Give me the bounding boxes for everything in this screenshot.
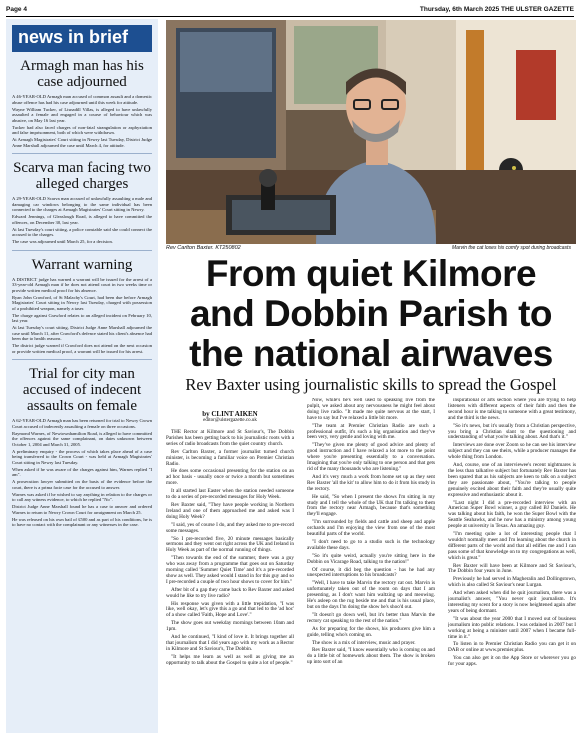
brief-paragraph: The charge against Crawford relates to an alleged incident on February 10, last year. [12, 312, 152, 323]
article-paragraph: "It doesn't go down well, but it's better than Marvin the rectory cat speaking to the rest of the nation." [307, 611, 435, 624]
brief-paragraph: Raymond Warnes, of Newtownhamilton Road, is alleged to have committed the offences against the same complainant, on dates unknown between October 1, 2004 and March 31, 2005. [12, 430, 153, 447]
byline-email: editor@ulstergazette.co.uk [203, 418, 257, 423]
brief-paragraph: A prosecution lawyer submitted on the basis of the evidence before the court, there is a prima facie case for the accused to answer. [12, 479, 152, 490]
brief-headline: Trial for city man accused of indecent assaults on female [22, 366, 142, 414]
article-paragraph: The show is a mix of interview, music and prayer. [312, 639, 416, 646]
article-paragraph: "I'm meeting quite a lot of interesting people that I wouldn't normally meet and I'm learning about the church in different parts of the world and that all edifies me and I can pass some of that knowledge on to my congregations as well, which is great." [448, 531, 576, 561]
article-paragraph: "So I pre-recorded five, 20 minute messages basically sermons and they went out right across the UK and Ireland in Holy Week as part of the normal running of things. [166, 535, 294, 554]
article-paragraph: "I said, yes of course I do, and they asked me to pre-record some messages. [166, 521, 294, 534]
article-paragraph: "I'm surrounded by fields and cattle and sheep and apple orchards and I'm enjoying the view from one of the most beautiful parts of the world. [307, 519, 435, 538]
article-paragraph: You can also get it on the App Store or wherever you go for your apps. [448, 655, 576, 668]
article-paragraph: "It helps me learn as well as well as giving me an opportunity to talk about the Gospel to quite a lot of people." [166, 653, 294, 666]
headline-line: and Dobbin Parish to [189, 293, 553, 334]
article-paragraph: It all started last Easter when the station needed someone to do a series of pre-recorded messages for Holy Week. [166, 488, 294, 501]
brief-divider [12, 359, 152, 360]
article-paragraph: "Then towards the end of the summer, there was a guy who was away from a programme that goes out on Saturday morning called 'Summer Quiet Time' and it's a pre-recorded show as well. They asked would I stand in for this guy and so I pre-recorded a couple of two hour shows to cover for him." [166, 555, 294, 585]
article-paragraph: He does some occasional presenting for the station on an ad hoc basis - usually once or twice a month but sometimes more. [166, 468, 294, 487]
article-paragraph: And it's very much a work from home set up as they sent Rev Baxter 'all the kit' to allow him to do it from his study in the rectory. [307, 473, 435, 492]
article-paragraph: To listen in to Premier Christian Radio you can get it on DAB or online at www.premier.plus. [448, 641, 576, 654]
article-paragraph: "I don't need to go to a studio such is the technology available these days. [307, 538, 435, 551]
article-column-1 [166, 398, 294, 734]
brief-paragraph: A 29-YEAR-OLD Scarva man accused of unlawfully assaulting a male and damaging car windows belonging to the same individual has been connected to the charges at Armagh Magistrates' Court sitting in Newry. [12, 196, 152, 212]
brief-paragraph: The case was adjourned until March 25, for a decision. [12, 239, 113, 244]
page-folio [6, 4, 574, 16]
cat-caption: Marvin the cat loses his comfy spot during broadcasts [452, 245, 571, 251]
brief-paragraph: The district judge warned if Crawford does not attend on the next occasion or provide written medical proof, a warrant will be issued for his arrest. [12, 343, 152, 354]
brief-divider [12, 250, 152, 251]
article-paragraph: "They've given me plenty of good advice and plenty of good instruction and I have relaxed a lot more to the point where you're presenting essentially to a conversation. Imagining that you're only talking to one person and that gets rid of the many thousands who are listening." [307, 442, 435, 472]
article-paragraph: "Last night I did a pre-recorded interview with an American Super Bowl winner, a guy called BJ Daniels. He was talking about his faith, he won the Super Bowl with the Seattle Seahawks, and he now has a ministry among young people at university in Texas. An amazing guy. [448, 499, 576, 530]
article-paragraph: Interviews are done over Zoom so he can see his interview subject and they can see theirs, while a producer manages the whole thing from London. [448, 442, 576, 461]
article-paragraph: Now, while's he's well used to speaking live from the pulpit, we asked about any nervousness he might feel about doing live radio. "It made me quite nervous at the start, I have to say but I've relaxed a little bit more. [307, 398, 435, 421]
brief-paragraph: At last Tuesday's court sitting, a police constable said she could connect the accused to the charges. [12, 226, 152, 237]
article-paragraph: He said, "So when I present the shows I'm sitting in my study and I tell the whole of the UK that I'm talking to them from the rectory near Armagh, because that's something they'll engage. [307, 493, 435, 518]
byline: by CLINT AIKEN [202, 410, 258, 418]
brief-paragraph: Tucker had also faced charges of non-fatal strangulation or asphyxiation and false imprisonment, both of which were withdrawn. [12, 124, 152, 135]
article-paragraph: And when asked when did he quit journalism, there was a journalist's answer, "You never quit journalism. It's interesting my scent for a story is now heightened again after years of being dormant. [448, 590, 576, 614]
article-paragraph: After bit of a gap they came back to Rev Baxter and asked would he like to try live radio? [166, 586, 294, 599]
brief-divider [12, 153, 152, 154]
brief-item [6, 257, 158, 355]
brief-paragraph: A 62-YEAR-OLD Armagh man has been returned for trial to Newry Crown Court accused of indecently assaulting a female on three occasions. [12, 418, 152, 429]
brief-headline: Scarva man facing two alleged charges [13, 160, 151, 192]
article-paragraph: And he continued, "I kind of love it. It brings together all that journalism that I did years ago with my work as a Rector in Kilmore and St Saviour's, The Dobbin. [166, 634, 294, 652]
brief-item [6, 58, 158, 148]
brief-item [6, 160, 158, 245]
article-paragraph: Rev Carlton Baxter, a former journalist turned church minister, is becoming a familiar voice on Premier Christian Radio. [166, 448, 294, 467]
brief-paragraph: Ryan John Crawford, of St Malachy's Court, had been due before Armagh Magistrates' Court sitting in Newry last Tuesday, charged with possession of a prohibited weapon, namely a taser. [12, 294, 152, 311]
page-number: Page 4 [6, 6, 27, 13]
article-paragraph: "The team at Premier Christian Radio are such a professional outfit, it's such a big organisation and they've been very, very gentle and loving with me. [307, 422, 435, 441]
article-paragraph: His response was given with a little trepidation, "I was like, well okay, let's give this a go and that led to the 'ad hoc' of a show called 'Faith, Hope and Love'." [166, 600, 294, 619]
news-in-brief-banner: news in brief [12, 25, 152, 52]
article-paragraph: The show goes out weekday mornings between 10am and 1pm. [166, 620, 294, 633]
headline-line: From quiet Kilmore [205, 253, 537, 294]
headline-line: the national airwaves [189, 333, 553, 374]
brief-paragraph: At Armagh Magistrates' Court sitting in Newry last Tuesday, District Judge Anne Marshall adjourned the case until March 4, for attitude. [12, 137, 152, 148]
photo-illustration [166, 20, 576, 244]
rev-baxter-photo [166, 20, 576, 244]
article-body [166, 398, 576, 734]
brief-paragraph: Edward Jennings, of Gleaslough Road, is alleged to have committed the offences, on December 30, last year. [12, 214, 152, 225]
brief-paragraph: When asked if he was aware of the charges against him, Warnes replied "I am". [12, 466, 152, 477]
standfirst: Rev Baxter using journalistic skills to spread the Gospel [185, 375, 557, 394]
brief-item [6, 366, 158, 528]
brief-paragraph: A preliminary enquiry - the process of which takes place ahead of a case being transferred to the Crown Court - was held at Armagh Magistrates' Court sitting in Newry last Tuesday. [12, 448, 152, 465]
brief-paragraph: Wayne William Tucker, of Lisnadill Villas, is alleged to have unlawfully assaulted a female and engaged in a course of behaviour which was abusive, on May 16 last year. [12, 106, 152, 123]
brief-headline: Warrant warning [31, 256, 133, 273]
dateline: Thursday, 6th March 2025 THE ULSTER GAZETTE [419, 6, 574, 13]
article-paragraph: "Well, I have to take Marvin the rectory cat out. Marvin is unfortunately taken out of the room on days that I am presenting, as I don't want him waltzing up and meowing. He's asleep on the rug beside me and that is his usual place, but on the days I'm doing the show he's shoo'd out. [307, 580, 435, 610]
brief-paragraph: A DISTRICT judge has warned a warrant will be issued for the arrest of a 33-year-old Armagh man if he does not attend court in two weeks time or provide written medical proof for his absence. [12, 276, 152, 293]
article-paragraph: inspirational or arts section where you are trying to help listeners with different aspects of their faith and then the second hour is me talking to someone with a great testimony, and the third is the news. [448, 398, 576, 421]
article-paragraph: THE Rector at Kilmore and St Saviour's, The Dobbin Parishes has been getting back to his journalistic roots with a series of radio broadcasts from the quiet country church. [166, 429, 294, 447]
article-paragraph: Rev Baxter said, "They have people working in Northern Ireland and one of them approached me and asked was I doing Holy Week? [166, 501, 294, 520]
brief-paragraph: District Judge Anne Marshall found he has a case to answer and ordered Warnes to return to Newry Crown Court for arraignment on March 25. [12, 504, 152, 515]
article-paragraph: "It was about the year 2000 that I moved out of business journalism into public relations. I was ordained in 2007 but I working at being a minister until 2007 when I became full-time in it." [448, 615, 576, 640]
lead-headline [166, 254, 576, 374]
brief-paragraph: He was released on his own bail of £500 and as part of his conditions, he is to have no contact with the complainant or any witnesses in the case. [12, 516, 152, 527]
article-paragraph: "So it's quite weird, actually you're sitting here in the Dobbin on Vicarage Road, talking to the nation!" [307, 552, 435, 565]
photo-caption: Rev Carlton Baxter. KT250802 [166, 245, 241, 251]
article-column-2 [307, 398, 435, 734]
article-paragraph: "So it's news, but it's usually from a Christian perspective, you bring a Christian slant to the questioning and understanding of what you're talking about. And that's it." [448, 422, 576, 441]
article-column-3 [448, 398, 576, 734]
article-paragraph: Of course, it did beg the question - has he had any unexpected interruptions to his broadcasts? [307, 566, 435, 579]
article-paragraph: Rev Baxter will have been at Kilmore and St Saviour's, The Dobbin four years in June. [448, 562, 576, 575]
article-paragraph: And, course, one of an interviewee's recent nightmares is the less than talkative subject but fortunately Rev Baxter has been spared that as his subjects are keen to talk on a subject they are passionate about, "You're talking to people genuinely excited about their faith and they're usually quite expressive and enthusiastic about it. [448, 462, 576, 498]
top-rule [6, 16, 574, 17]
brief-paragraph: At last Tuesday's court sitting, District Judge Anne Marshall adjourned the case until March 11, after Crawford's defence stated his client's absence had been due to health reasons. [12, 325, 152, 341]
brief-paragraph: Warnes was asked if he wished to say anything in relation to the charges or to call any witness evidence, to which he replied "No". [12, 491, 152, 502]
article-paragraph: As for preparing for the shows, his producers give him a guide, telling who's coming on. [307, 625, 435, 638]
brief-headline: Armagh man has his case adjourned [20, 58, 144, 90]
brief-paragraph: A 46-YEAR-OLD Armagh man accused of common assault and a domestic abuse offence has had his case adjourned until this week for attitude. [12, 94, 152, 105]
news-in-brief-sidebar [6, 19, 158, 733]
article-paragraph: Previously he had served in Magheralin and Dollingstown, which is also called St Saviour's near Lurgan. [448, 576, 576, 589]
article-paragraph: Rev Baxter said, "I know essentially who is coming on and do a little bit of homework about them. The show is broken up into sort of an [307, 647, 435, 666]
